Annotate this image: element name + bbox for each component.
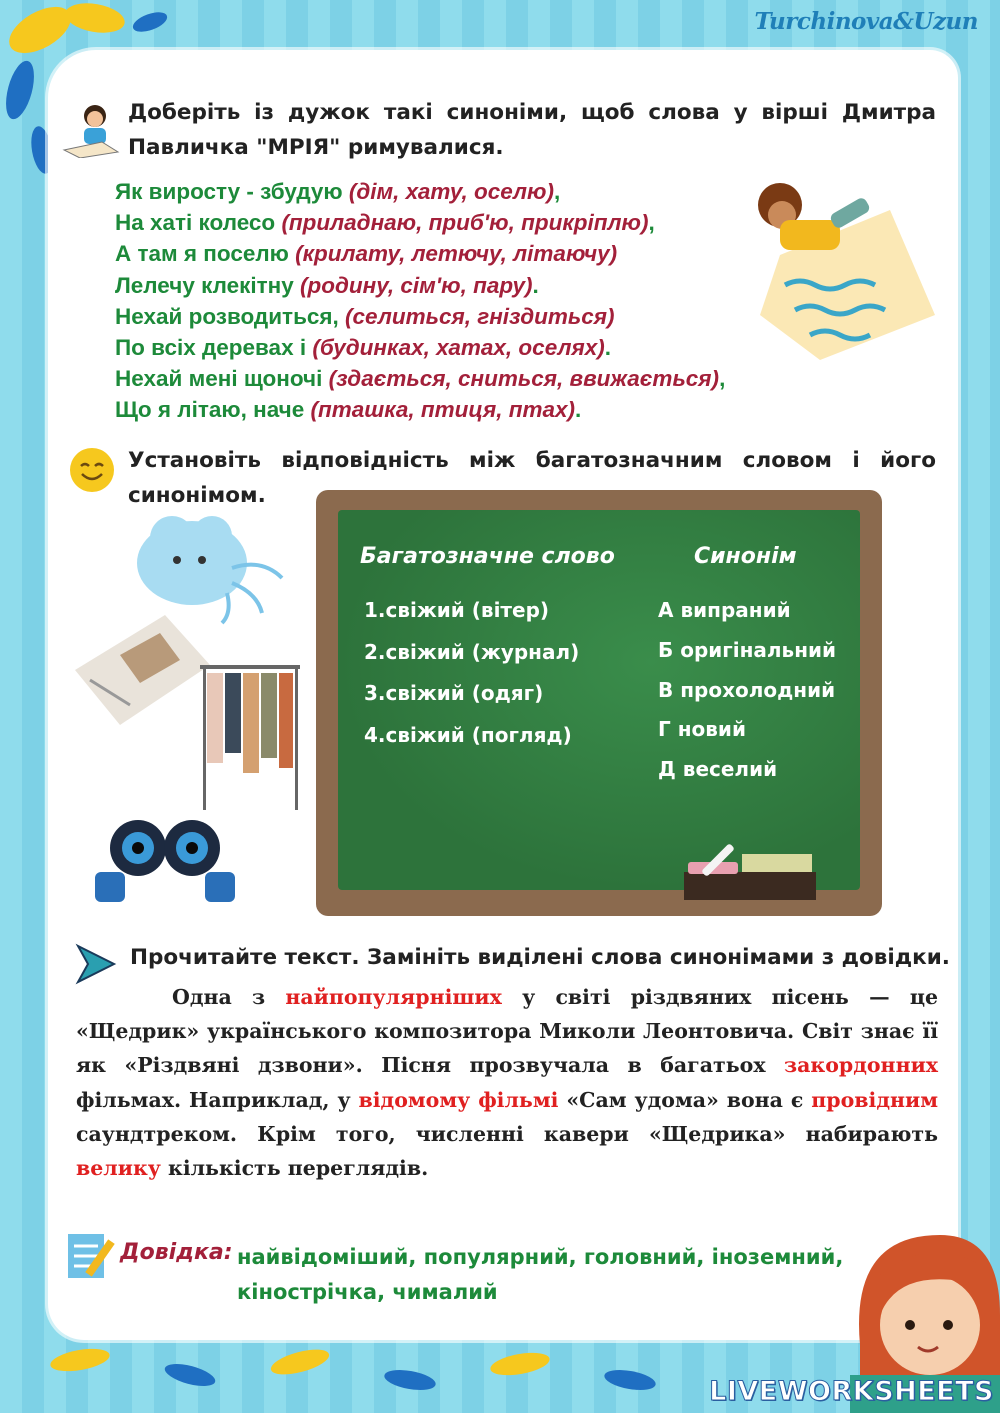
synonym-letter: Б: [658, 638, 674, 662]
word-text: свіжий (журнал): [385, 640, 580, 664]
liveworksheets-logo[interactable]: LIVEWORKSHEETS: [709, 1376, 994, 1407]
poem-line-text: По всіх деревах і: [115, 335, 313, 361]
poem-line: [115, 363, 835, 394]
poem-line-text: Нехай мені щоночі: [115, 366, 329, 392]
poem-line-end: .: [604, 335, 611, 361]
text-paragraph: [76, 980, 938, 1185]
synonym-item[interactable]: [658, 757, 777, 781]
synonym-letter: А: [658, 598, 674, 622]
poem-options[interactable]: (приладнаю, приб'ю, прикріплю): [281, 210, 649, 236]
magazine-illustration: [70, 605, 215, 735]
poem-line: [115, 332, 835, 363]
poem-line-end: ,: [719, 366, 726, 392]
word-number: 4.: [364, 723, 386, 747]
paragraph-text: саундтреком. Крім того, численні кавери «Щедрика» набирають: [76, 1121, 938, 1146]
poem-line-end: ,: [554, 179, 561, 204]
poem: [115, 176, 835, 426]
binoculars-illustration: [90, 810, 240, 910]
word-text: свіжий (погляд): [385, 723, 572, 747]
poem-line-text: А там я поселю: [115, 241, 296, 267]
column-header-synonyms: Синонім: [694, 544, 797, 569]
synonym-item[interactable]: [658, 638, 836, 662]
boy-writing-illustration: [740, 165, 940, 360]
poem-options[interactable]: (крилату, летючу, літаючу): [295, 241, 618, 267]
poem-line-text: Що я літаю, наче: [115, 397, 311, 423]
poem-line-end: .: [574, 397, 582, 423]
synonym-text: веселий: [682, 757, 778, 781]
word-text: свіжий (одяг): [385, 681, 544, 705]
poem-options[interactable]: (дім, хату, оселю): [348, 179, 554, 204]
synonym-text: випраний: [680, 598, 791, 622]
poem-line-end: .: [532, 272, 539, 298]
synonym-item[interactable]: [658, 678, 835, 702]
synonym-text: прохолодний: [680, 678, 836, 702]
girl-writing-icon: [62, 100, 120, 158]
word-item[interactable]: [364, 598, 549, 622]
brand-signature: Turchinova&Uzun: [754, 8, 978, 35]
synonym-item[interactable]: [658, 598, 791, 622]
word-number: 1.: [364, 598, 386, 622]
paragraph-text: Одна з: [172, 985, 286, 1009]
chalkboard-surface: [338, 510, 860, 890]
highlighted-word[interactable]: велику: [76, 1156, 161, 1181]
task2-title: Установіть відповідність між багатозначним словом і його синонімом.: [128, 448, 936, 508]
poem-options[interactable]: (селиться, гніздиться): [345, 303, 615, 329]
leaf-decoration-bottom: [40, 1340, 740, 1413]
poem-line-text: На хаті колесо: [115, 210, 282, 236]
column-header-words: Багатозначне слово: [360, 544, 615, 569]
word-item[interactable]: [364, 640, 579, 664]
synonym-text: оригінальний: [680, 638, 837, 662]
synonym-text: новий: [677, 717, 746, 741]
chalkboard: [316, 490, 882, 916]
poem-line-text: Як виросту - збудую: [115, 179, 349, 204]
task1-title: Доберіть із дужок такі синоніми, щоб слова у вірші Дмитра Павличка "МРІЯ" римувалися.: [128, 100, 936, 160]
word-number: 2.: [364, 640, 386, 664]
highlighted-word[interactable]: закордонних: [784, 1053, 938, 1078]
synonym-letter: Г: [658, 717, 671, 741]
highlighted-word[interactable]: найпопулярніших: [285, 985, 502, 1009]
synonym-letter: В: [658, 678, 674, 702]
poem-options[interactable]: (здається, сниться, ввижається): [328, 366, 720, 392]
clothes-rack-illustration: [195, 655, 310, 815]
paragraph-text: фільмах. Наприклад, у: [76, 1087, 359, 1112]
poem-line: [115, 394, 835, 425]
notepad-pencil-icon: [66, 1230, 118, 1282]
word-text: свіжий (вітер): [385, 598, 550, 622]
hint-text: найвідоміший, популярний, головний, іноземний, кінострічка, чималий: [237, 1245, 844, 1304]
poem-options[interactable]: (пташка, птиця, птах): [310, 397, 575, 423]
synonym-item[interactable]: [658, 717, 746, 741]
poem-line: [115, 301, 835, 332]
paragraph-text: «Сам удома» вона є: [558, 1087, 812, 1112]
poem-line-text: Нехай розводиться,: [115, 303, 346, 329]
poem-options[interactable]: (будинках, хатах, оселях): [312, 335, 605, 361]
word-item[interactable]: [364, 723, 572, 747]
poem-options[interactable]: (родину, сім'ю, пару): [300, 272, 533, 298]
paragraph-text: у світі різдвяних пісень — це «Щедрик» українського композитора Миколи Леонтовича. Світ знає її як «Різдвяні дзвони». Пісня прозвучала в багатьох: [76, 985, 939, 1078]
word-number: 3.: [364, 681, 386, 705]
chalk-and-eraser-icon: [684, 840, 824, 900]
highlighted-word[interactable]: відомому фільмі: [358, 1087, 559, 1112]
highlighted-word[interactable]: провідним: [811, 1087, 939, 1112]
smiley-icon: [68, 446, 116, 494]
word-item[interactable]: [364, 681, 543, 705]
poem-line: [115, 238, 835, 269]
task3-title: Прочитайте текст. Замініть виділені слова синонімами з довідки.: [130, 945, 950, 970]
synonym-letter: Д: [658, 757, 676, 781]
poem-line-end: ,: [648, 210, 655, 236]
poem-line: [115, 207, 835, 238]
poem-line: [115, 270, 835, 301]
hint-label: Довідка:: [120, 1240, 233, 1265]
poem-line: [115, 176, 835, 207]
paragraph-text: кількість переглядів.: [160, 1156, 429, 1181]
poem-line-text: Лелечу клекітну: [115, 272, 301, 298]
